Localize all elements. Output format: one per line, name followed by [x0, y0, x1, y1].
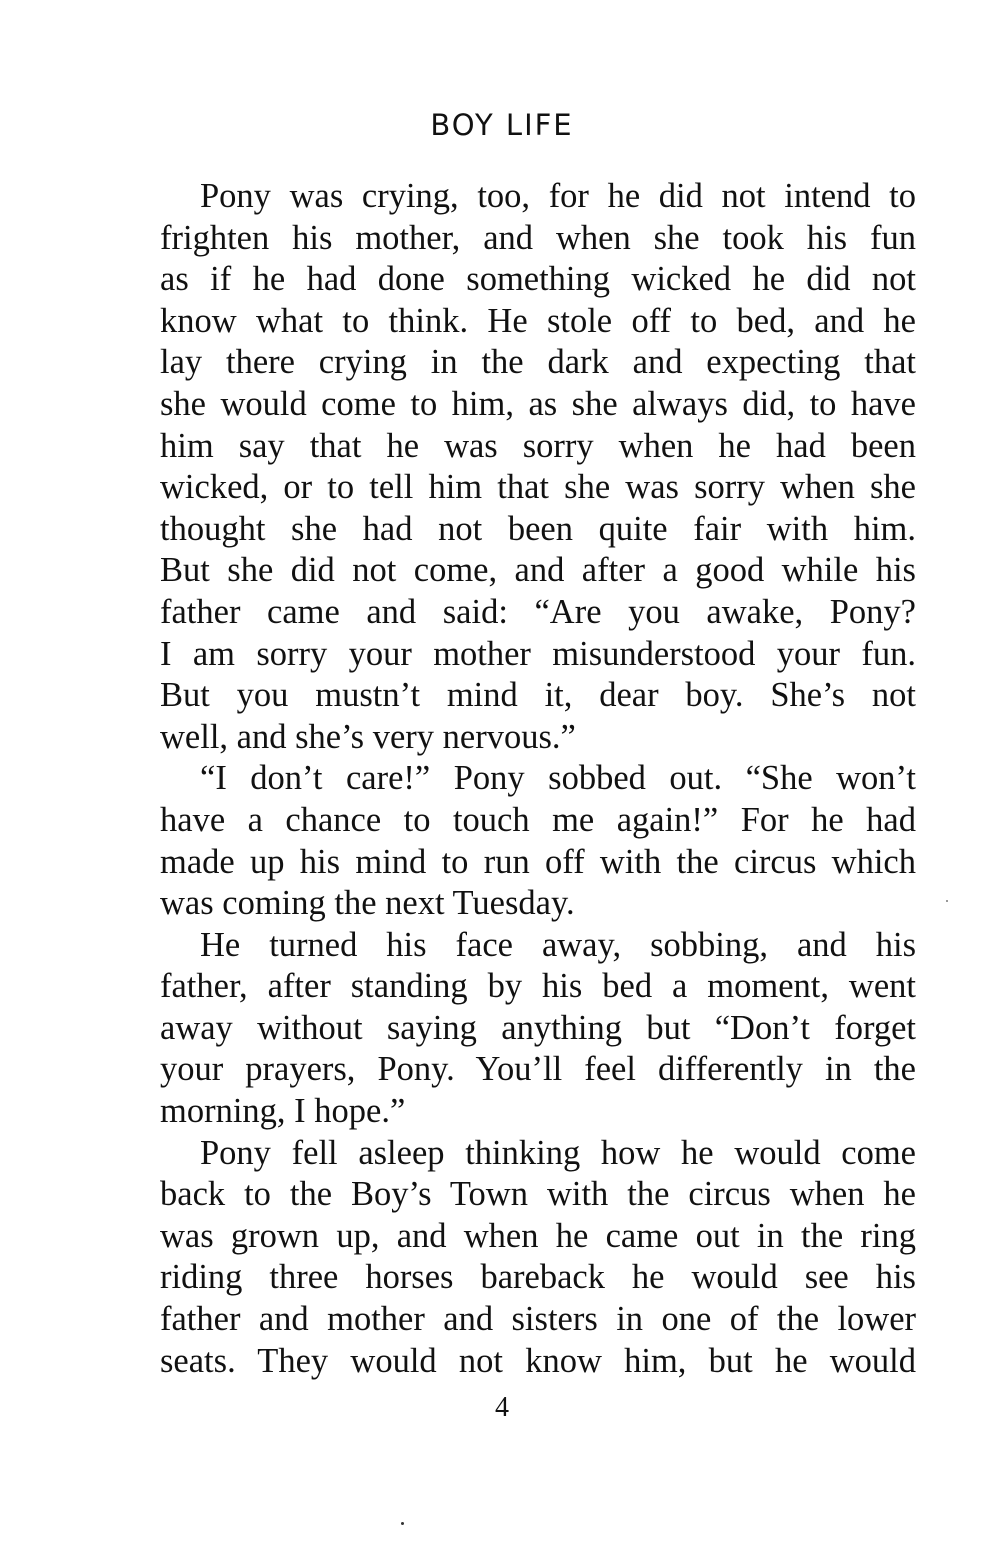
text-line: back to the Boy’s Town with the circus when he [160, 1175, 916, 1214]
running-head: BOY LIFE [430, 108, 574, 142]
text-line: father came and said: “Are you awake, Pony? [160, 592, 916, 631]
text-line: him say that he was sorry when he had been [160, 426, 916, 465]
text-line: lay there crying in the dark and expecting that [160, 343, 916, 382]
text-line: as if he had done something wicked he did not [160, 260, 916, 299]
text-line: frighten his mother, and when she took his fun [160, 218, 916, 257]
paragraph [160, 758, 916, 924]
text-line: made up his mind to run off with the circus which [160, 842, 916, 881]
text-line: well, and she’s very nervous.” [160, 717, 576, 756]
text-line: she would come to him, as she always did, to have [160, 384, 916, 423]
text-line: your prayers, Pony. You’ll feel differently in the [160, 1050, 916, 1089]
text-line: seats. They would not know him, but he would [160, 1341, 916, 1380]
text-line: Pony was crying, too, for he did not intend to [200, 177, 916, 215]
text-line: “I don’t care!” Pony sobbed out. “She won’t [200, 759, 916, 798]
text-line: thought she had not been quite fair with him. [160, 509, 916, 548]
print-speck [946, 900, 948, 902]
text-line: morning, I hope.” [160, 1092, 406, 1131]
text-line: He turned his face away, sobbing, and his [200, 925, 916, 964]
paragraph [160, 176, 916, 758]
page-number: 4 [495, 1392, 509, 1423]
text-line: know what to think. He stole off to bed, and he [160, 301, 916, 340]
text-line: father, after standing by his bed a moment, went [160, 967, 916, 1006]
print-speck [401, 1522, 404, 1525]
text-line: father and mother and sisters in one of the lower [160, 1300, 916, 1339]
paragraph [160, 925, 916, 1133]
text-line: But she did not come, and after a good while his [160, 551, 916, 590]
text-line: was coming the next Tuesday. [160, 884, 575, 923]
body-text [160, 176, 916, 1382]
text-line: But you mustn’t mind it, dear boy. She’s not [160, 676, 916, 715]
text-line: away without saying anything but “Don’t forget [160, 1008, 916, 1047]
paragraph [160, 1133, 916, 1383]
text-line: was grown up, and when he came out in the ring [160, 1216, 916, 1255]
text-line: wicked, or to tell him that she was sorry when she [160, 468, 916, 507]
text-line: Pony fell asleep thinking how he would come [200, 1133, 916, 1172]
text-line: have a chance to touch me again!” For he had [160, 800, 916, 839]
text-line: I am sorry your mother misunderstood your fun. [160, 634, 916, 673]
text-line: riding three horses bareback he would see his [160, 1258, 916, 1297]
